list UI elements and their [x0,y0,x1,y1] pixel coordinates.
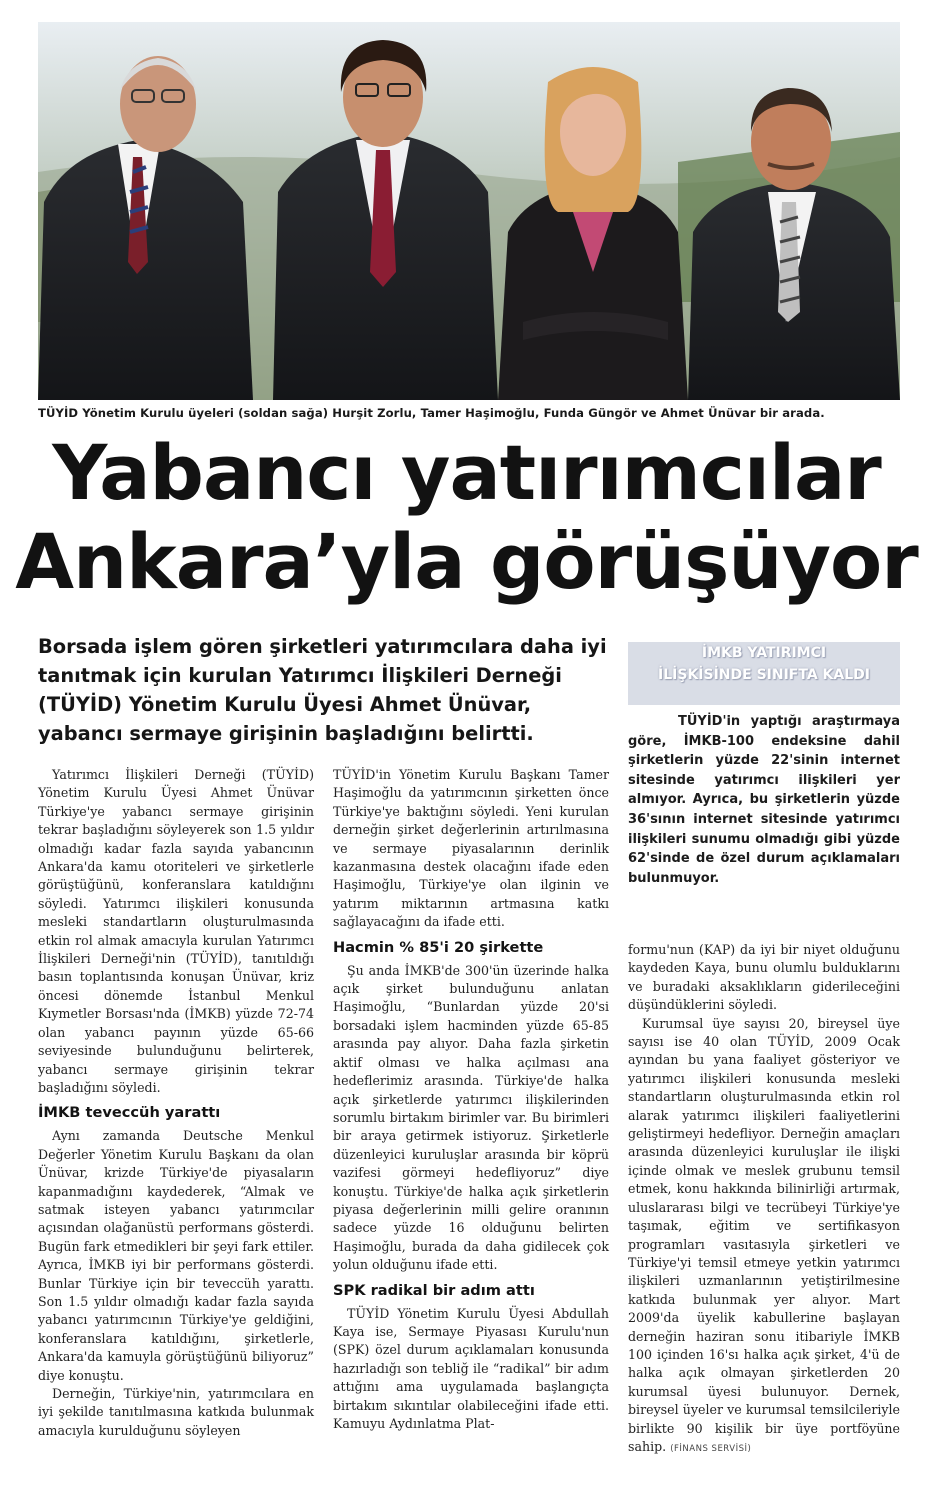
headline-line-2: Ankara’yla görüşüyor [15,517,918,606]
column-1-paragraph-2: Aynı zamanda Deutsche Menkul Değerler Yönetim Kurulu Başkanı da olan Ünüvar, krizde Türkiye'de piyasaların kapanmadığını kaydederek, “Almak ve satmak isteyen yabancı yatırımcılar açısından olağanüstü performans gösterdi. Bugün fark etmedikleri bir şeyi fark ettiler. Ayrıca, İMKB iyi bir performans gösterdi. Bunlar Türkiye için bir teveccüh yarattı. Son 1.5 yıldır olmadığı kadar fazla sayıda yabancı yatırımcının Türkiye'ye geldiğini, konferanslara katıldığını, şirketlerle, Ankara'da kamuyla görüştüğünü biliyoruz” diye konuştu. [38,1128,314,1383]
lead-paragraph: Borsada işlem gören şirketleri yatırımcılara daha iyi tanıtmak için kurulan Yatırımcı İlişkileri Derneği (TÜYİD) Yönetim Kurulu Üyesi Ahmet Ünüvar, yabancı sermaye girişinin başladığını belirtti. [38,635,607,745]
byline: (FİNANS SERVİSİ) [670,1443,752,1454]
subheading-spk: SPK radikal bir adım attı [333,1281,535,1299]
column-3-paragraph-2 [628,1015,900,1459]
column-1-paragraph-3: Derneğin, Türkiye'nin, yatırımcılara en iyi şekilde tanıtılmasına katkıda bulunmak amacıyla kurulduğunu söyleyen [38,1386,314,1438]
article-column-1 [38,766,314,1440]
sidebar-paragraph: TÜYİD'in yaptığı araştırmaya göre, İMKB-100 endeksine dahil şirketlerin yüzde 22'sinin internet sitesinde yatırımcı ilişkileri yer almıyor. Ayrıca, bu şirketlerin yüzde 36'sının internet sitesinde yatırımcı ilişkileri sunumu olmadığı gibi yüzde 62'sinde de özel durum açıklamaları bulunmuyor. [628,714,900,886]
sidebar-body [628,712,900,888]
group-photo [38,22,900,400]
sidebar-title-line-1: İMKB YATIRIMCI [701,645,827,661]
column-1-paragraph-1: Yatırımcı İlişkileri Derneği (TÜYİD) Yönetim Kurulu Üyesi Ahmet Ünüvar Türkiye'ye yabancı sermaye girişinin tekrar başladığını söyleyerek son 1.5 yıldır olmadığı kadar fazla sayıda yabancının Ankara'da kamu otoriteleri ve şirketlerle görüştüğünü, konferanslara katıldığını söyledi. Yatırımcı ilişkileri konusunda mesleki standartların oluşturulmasında etkin rol almak amacıyla kurulan Yatırımcı İlişkileri Derneği'nin (TÜYİD), tanıtıldığı basın toplantısında konuşan Ünüvar, kriz öncesi dönemde İstanbul Menkul Kıymetler Borsası'nda (İMKB) yüzde 72-74 olan yabancı payının yüzde 65-66 seviyesinde bulunduğunu belirterek, yabancı sermaye girişinin tekrar başladığını söyledi. [38,767,314,1095]
subheading-hacmin: Hacmin % 85'i 20 şirkette [333,938,544,956]
column-3-paragraph-2-text: Kurumsal üye sayısı 20, bireysel üye sayısı ise 40 olan TÜYİD, 2009 Ocak ayından bu yana faaliyet gösteriyor ve yatırımcı ilişkileri konusunda mesleki standartların oluşturulmasında etkin rol alarak yatırımcı ilişkileri faaliyetlerini geliştirmeyi hedefliyor. Derneğin amaçları arasında düzenleyici kuruluşlar ile ilişki içinde olmak ve meslek grubunu temsil etmek, konu hakkında bilinirliği artırmak, uluslararası bilgi ve tecrübeyi Türkiye'ye taşımak, eğitim ve sertifikasyon programları vasıtasıyla şirketleri ve Türkiye'yi temsil etmeye yetkin yatırımcı ilişkileri uzmanlarının yetiştirilmesine katkıda bulunmak yer alıyor. Mart 2009'da üyelik kabullerine başlayan derneğin haziran sonu itibariyle İMKB 100 içinden 16'sı halka açık şirket, 4'ü de halka açık olmayan şirketlerden 20 kurumsal üyesi bulunuyor. Dernek, bireysel üyeler ve kurumsal temsilcileriyle birlikte 90 kişilik bir üye portföyüne sahip. [628,1015,900,1454]
article-column-2 [333,766,609,1433]
subheading-imkb-teveccuh: İMKB teveccüh yarattı [38,1104,221,1122]
column-2-paragraph-3: TÜYİD Yönetim Kurulu Üyesi Abdullah Kaya ise, Sermaye Piyasası Kurulu'nun (SPK) özel durum açıklamaları konusunda hazırladığı son tebliğ ile “radikal” bir adım attığını ama uygulamada başlangıçta birtakım sıkıntılar olabileceğini ifade etti. Kamuyu Aydınlatma Plat- [333,1305,609,1431]
article-column-3 [628,941,900,1458]
column-3-paragraph-1: formu'nun (KAP) da iyi bir niyet olduğunu kaydeden Kaya, bunu olumlu bulduklarını ve buradaki aksaklıkların giderileceğini düşündüklerini söyledi. [628,942,900,1013]
column-2-paragraph-1: TÜYİD'in Yönetim Kurulu Başkanı Tamer Haşimoğlu da yatırımcının şirketten önce Türkiye'ye baktığını söyledi. Yeni kurulan derneğin şirket değerlerinin artırılmasına ve sermaye piyasalarının derinlik kazanmasına destek olacağını ifade eden Haşimoğlu, Türkiye'ye olan ilginin ve yatırım miktarının artmasına katkı sağlayacağını da ifade etti. [333,767,609,930]
photo-caption: TÜYİD Yönetim Kurulu üyeleri (soldan sağa) Hurşit Zorlu, Tamer Haşimoğlu, Funda Güngör ve Ahmet Ünüvar bir arada. [38,406,825,420]
headline-line-1: Yabancı yatırımcılar [52,428,881,517]
sidebar-title-line-2: İLİŞKİSİNDE SINIFTA KALDI [658,667,870,683]
sidebar-title-box [628,642,900,705]
column-2-paragraph-2: Şu anda İMKB'de 300'ün üzerinde halka açık şirket bulunduğunu anlatan Haşimoğlu, “Bunlardan yüzde 20'si borsadaki işlem hacminden yüzde 65-85 arasında pay alıyor. Daha fazla şirketin aktif olması ve halka açılması ana hedeflerimiz arasında. Türkiye'de halka açık şirketlerde yatırımcı ilişkilerinden sorumlu birtakım birimler var. Bu birimleri bir araya getirmek istiyoruz. Şirketlerle düzenleyici kuruluşlar arasında bir köprü vazifesi görmeyi hedefliyoruz” diye konuştu. Türkiye'de halka açık şirketlerin piyasa değerlerinin milli gelire oranının sadece yüzde 16 olduğunu belirten Haşimoğlu, burada da daha gidilecek çok yolun olduğunu ifade etti. [333,962,609,1273]
